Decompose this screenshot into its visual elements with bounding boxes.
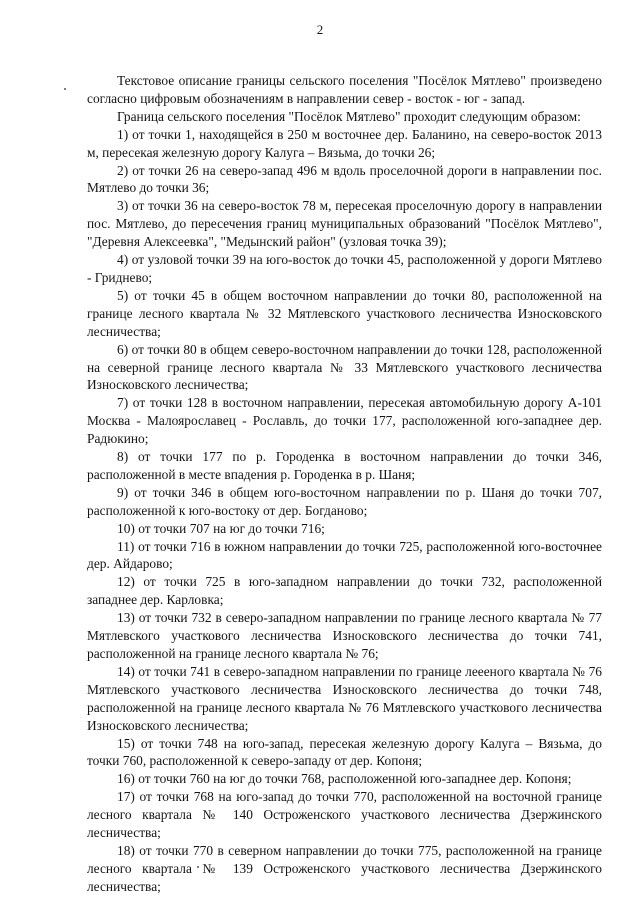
boundary-item-17: 17) от точки 768 на юго-запад до точки 770, расположенной на восточной границе лесного квартала № 140 Остроженского участкового лесничества Дзержинского лесничества; (87, 789, 602, 841)
boundary-item-10: 10) от точки 707 на юг до точки 716; (117, 520, 325, 536)
boundary-item-2: 2) от точки 26 на северо-запад 496 м вдоль проселочной дороги в направлении пос. Мятлево до точки 36; (87, 162, 602, 196)
boundary-item-14: 14) от точки 741 в северо-западном направлении по границе леееного квартала № 76 Мятлевского участкового лесничества Износковского лесничества до точки 748, расположенной на границе лесного квартала № 76 Мятлевского участкового лесничества Износковского лесничества; (87, 663, 602, 733)
boundary-item-12: 12) от точки 725 в юго-западном направлении до точки 732, расположенной западнее дер. Карловка; (87, 574, 602, 608)
boundary-item-4: 4) от узловой точки 39 на юго-восток до точки 45, расположенной у дороги Мятлево - Гриднево; (87, 252, 602, 285)
boundary-item-15: 15) от точки 748 на юго-запад, пересекая железную дорогу Калуга – Вязьма, до точки 760, расположенной к северо-западу от дер. Копоня; (87, 735, 602, 769)
boundary-item-7: 7) от точки 128 в восточном направлении, пересекая автомобильную дорогу А-101 Москва - Малоярославец - Рославль, до точки 177, расположенной юго-западнее дер. Радюкино; (87, 395, 602, 447)
boundary-item-5: 5) от точки 45 в общем восточном направлении до точки 80, расположенной на границе лесного квартала № 32 Мятлевского участкового лесничества Износковского лесничества; (87, 287, 602, 339)
boundary-item-11: 11) от точки 716 в южном направлении до точки 725, расположенной юго-восточнее дер. Айдарово; (87, 538, 602, 572)
intro-paragraph: Текстовое описание границы сельского поселения "Посёлок Мятлево" произведено согласно цифровым обозначениям в направлении север - восток - юг - запад. (87, 73, 602, 106)
boundary-item-1: 1) от точки 1, находящейся в 250 м восточнее дер. Баланино, на северо-восток 2013 м, пересекая железную дорогу Калуга – Вязьма, до точки 26; (87, 126, 602, 160)
document-body (87, 72, 602, 896)
page-number: 2 (316, 22, 324, 37)
boundary-item-6: 6) от точки 80 в общем северо-восточном направлении до точки 128, расположенной на северной границе лесного квартала № 33 Мятлевского участкового лесничества Износковского лесничества; (87, 341, 602, 393)
boundary-item-8: 8) от точки 177 по р. Городенка в восточном направлении до точки 346, расположенной в месте впадения р. Городенка в р. Шаня; (87, 449, 602, 482)
boundary-heading-paragraph: Граница сельского поселения "Посёлок Мятлево" проходит следующим образом: (117, 108, 581, 124)
scan-speck (64, 88, 66, 90)
boundary-item-13: 13) от точки 732 в северо-западном направлении по границе лесного квартала № 77 Мятлевского участкового лесничества Износковского лесничества до точки 741, расположенной на границе лесного квартала № 76; (87, 610, 602, 661)
boundary-item-9: 9) от точки 346 в общем юго-восточном направлении по р. Шаня до точки 707, расположенной к юго-востоку от дер. Богданово; (87, 484, 602, 518)
boundary-item-3: 3) от точки 36 на северо-восток 78 м, пересекая проселочную дорогу в направлении пос. Мятлево, до пересечения границ муниципальных образований "Посёлок Мятлево", "Деревня Алексеевка", "Медынский район" (узловая точка 39); (87, 198, 602, 250)
boundary-item-18: 18) от точки 770 в северном направлении до точки 775, расположенной на границе лесного квартала № 139 Остроженского участкового лесничества Дзержинского лесничества; (87, 842, 602, 894)
boundary-item-16: 16) от точки 760 на юг до точки 768, расположенной юго-западнее дер. Копоня; (117, 771, 572, 787)
